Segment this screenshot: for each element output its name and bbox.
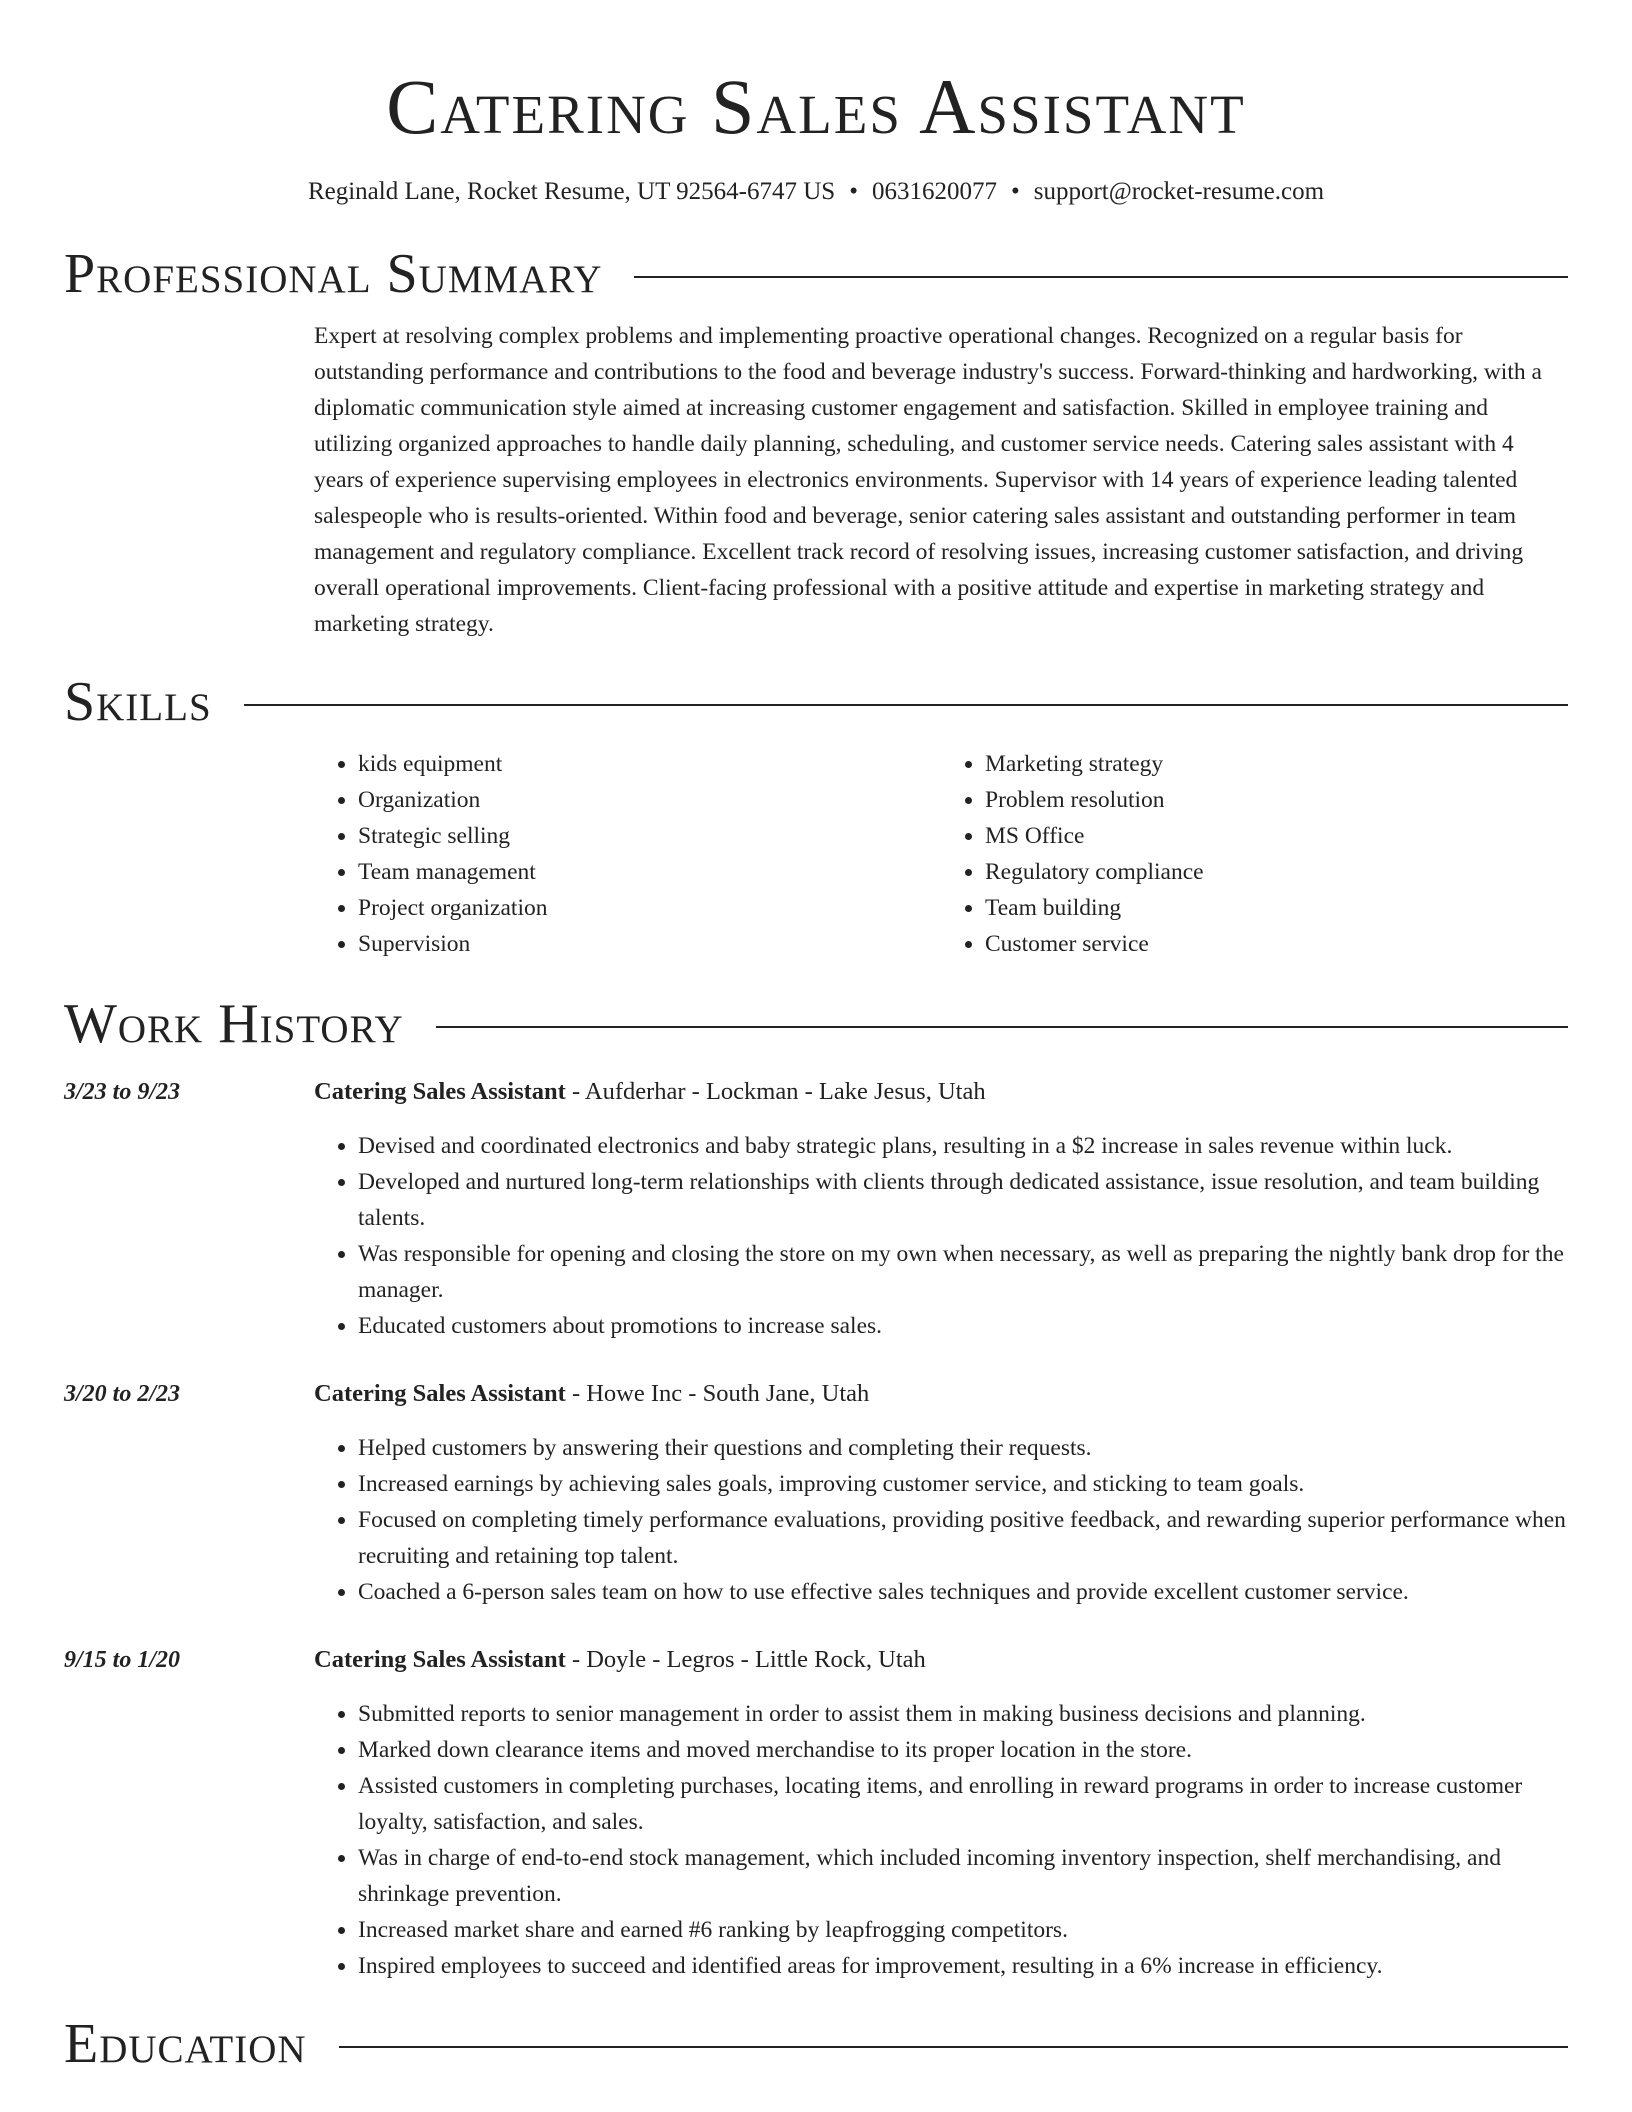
skill-item: • MS Office <box>985 818 1568 854</box>
skill-item: • kids equipment <box>358 746 941 782</box>
education-section-header <box>64 2012 1568 2076</box>
job-company: - Howe Inc - South Jane, Utah <box>565 1380 870 1407</box>
job-company: - Aufderhar - Lockman - Lake Jesus, Utah <box>565 1078 986 1105</box>
job-body <box>314 1074 1568 1344</box>
summary-text: Expert at resolving complex problems and implementing proactive operational changes. Recognized on a regular basis for outstanding performance and contributions to the food and beverage industry's success. Forward-thinking and hardworking, with a diplomatic communication style aimed at increasing customer engagement and satisfaction. Skilled in employee training and utilizing organized approaches to handle daily planning, scheduling, and customer service needs. Catering sales assistant with 4 years of experience supervising employees in electronics environments. Supervisor with 14 years of experience leading talented salespeople who is results-oriented. Within food and beverage, senior catering sales assistant and outstanding performer in team management and regulatory compliance. Excellent track record of resolving issues, increasing customer satisfaction, and driving overall operational improvements. Client-facing professional with a positive attitude and expertise in marketing strategy and marketing strategy. <box>314 323 1542 637</box>
job-bullet: • Inspired employees to succeed and identified areas for improvement, resulting in a 6% increase in efficiency. <box>358 1948 1568 1984</box>
education-heading: Education <box>64 2013 307 2075</box>
job-bullet: • Was responsible for opening and closing the store on my own when necessary, as well as preparing the nightly bank drop for the manager. <box>358 1236 1568 1308</box>
skill-item: • Problem resolution <box>985 782 1568 818</box>
skills-list <box>314 746 1568 962</box>
job-entry <box>64 1642 1568 1984</box>
job-bullet: • Increased earnings by achieving sales goals, improving customer service, and sticking to team goals. <box>358 1466 1568 1502</box>
job-dates: 3/23 to 9/23 <box>64 1079 181 1105</box>
contact-phone: 0631620077 <box>871 178 997 205</box>
job-bullets <box>314 1128 1568 1344</box>
work-section-header <box>64 992 1568 1056</box>
contact-line <box>64 174 1568 210</box>
summary-heading: Professional Summary <box>64 243 603 305</box>
job-title: Catering Sales Assistant <box>314 1646 566 1673</box>
job-bullet: • Was in charge of end-to-end stock management, which included incoming inventory inspection, shelf merchandising, and shrinkage prevention. <box>358 1840 1568 1912</box>
job-bullet: • Coached a 6-person sales team on how to use effective sales techniques and provide excellent customer service. <box>358 1574 1568 1610</box>
job-bullet: • Developed and nurtured long-term relationships with clients through dedicated assistance, issue resolution, and team building talents. <box>358 1164 1568 1236</box>
summary-section-header <box>64 242 1568 306</box>
skill-item: • Marketing strategy <box>985 746 1568 782</box>
job-bullet: • Marked down clearance items and moved merchandise to its proper location in the store. <box>358 1732 1568 1768</box>
summary-section <box>314 318 1568 642</box>
job-bullets <box>314 1430 1568 1610</box>
job-company: - Doyle - Legros - Little Rock, Utah <box>565 1646 926 1673</box>
work-heading: Work History <box>64 993 404 1055</box>
job-bullet: • Increased market share and earned #6 ranking by leapfrogging competitors. <box>358 1912 1568 1948</box>
job-title: Catering Sales Assistant <box>314 1078 566 1105</box>
resume-title: Catering Sales Assistant <box>386 63 1246 150</box>
skill-item: • Team building <box>985 890 1568 926</box>
job-header <box>314 1376 1568 1412</box>
resume-page <box>64 0 1568 2076</box>
contact-address: Reginald Lane, Rocket Resume, UT 92564-6747 US <box>307 178 836 205</box>
job-bullets <box>314 1696 1568 1984</box>
skill-item: • Strategic selling <box>358 818 941 854</box>
skill-item: • Customer service <box>985 926 1568 962</box>
job-bullet: • Helped customers by answering their questions and completing their requests. <box>358 1430 1568 1466</box>
skills-column-right <box>941 746 1568 962</box>
job-entry <box>64 1376 1568 1610</box>
job-dates: 3/20 to 2/23 <box>64 1381 181 1407</box>
job-header <box>314 1074 1568 1110</box>
job-header <box>314 1642 1568 1678</box>
section-divider <box>244 704 1568 706</box>
job-bullet: • Devised and coordinated electronics and baby strategic plans, resulting in a $2 increase in sales revenue within luck. <box>358 1128 1568 1164</box>
section-divider <box>436 1026 1568 1028</box>
skills-column-left <box>314 746 941 962</box>
section-divider <box>634 276 1568 278</box>
job-entry <box>64 1074 1568 1344</box>
contact-separator: • <box>849 178 858 205</box>
skill-item: • Organization <box>358 782 941 818</box>
job-title: Catering Sales Assistant <box>314 1380 566 1407</box>
job-bullet: • Focused on completing timely performance evaluations, providing positive feedback, and rewarding superior performance when recruiting and retaining top talent. <box>358 1502 1568 1574</box>
job-body <box>314 1376 1568 1610</box>
job-dates: 9/15 to 1/20 <box>64 1647 181 1673</box>
contact-email: support@rocket-resume.com <box>1033 178 1325 205</box>
skills-section-header <box>64 670 1568 734</box>
job-bullet: • Submitted reports to senior management in order to assist them in making business decisions and planning. <box>358 1696 1568 1732</box>
skill-item: • Project organization <box>358 890 941 926</box>
section-divider <box>339 2046 1568 2048</box>
job-bullet: • Assisted customers in completing purchases, locating items, and enrolling in reward programs in order to increase customer loyalty, satisfaction, and sales. <box>358 1768 1568 1840</box>
skills-heading: Skills <box>64 671 212 733</box>
skill-item: • Supervision <box>358 926 941 962</box>
skill-item: • Regulatory compliance <box>985 854 1568 890</box>
job-bullet: • Educated customers about promotions to increase sales. <box>358 1308 1568 1344</box>
skill-item: • Team management <box>358 854 941 890</box>
job-body <box>314 1642 1568 1984</box>
contact-separator: • <box>1010 178 1020 205</box>
